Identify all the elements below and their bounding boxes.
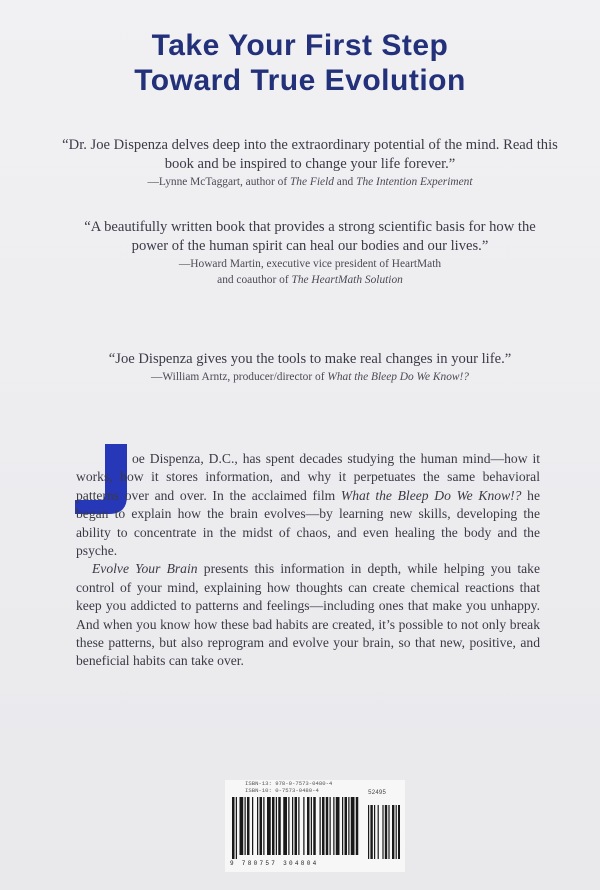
barcode-bar — [303, 797, 304, 855]
barcode-bar — [276, 797, 277, 855]
barcode-bar — [252, 797, 253, 855]
barcode-addon-bar — [398, 805, 400, 859]
headline — [0, 28, 600, 98]
description-body — [76, 450, 540, 671]
barcode-bar — [356, 797, 359, 855]
barcode-addon-bar — [378, 805, 379, 859]
barcode-bar — [333, 797, 334, 855]
endorsement-quote-1 — [60, 136, 560, 190]
barcode-bar — [283, 797, 287, 855]
barcode-bar — [247, 797, 250, 855]
quote-attribution — [60, 174, 560, 190]
attr-title: What the Bleep Do We Know!? — [327, 371, 469, 383]
attr-title: The HeartMath Solution — [291, 274, 403, 286]
barcode-bar — [257, 797, 258, 855]
quote-text: “Joe Dispenza gives you the tools to make real changes in your life.” — [108, 351, 512, 367]
barcode-bar — [330, 797, 331, 855]
barcode-addon-bar — [388, 805, 389, 859]
quote-attribution-2 — [60, 272, 560, 288]
p1-text-2: he began to explain how the brain evolves—by learning new skills, developing the ability to concentrate in the midst of chaos, and even healing the body and the psyche. — [76, 487, 541, 559]
endorsement-quote-2 — [60, 218, 560, 288]
barcode-bar — [336, 797, 340, 855]
barcode-bar — [295, 797, 298, 855]
barcode-bar — [351, 797, 355, 855]
attr-title: The Intention Experiment — [356, 176, 473, 188]
p2-text: presents this information in depth, while helping you take control of your mind, explaining how thoughts can create chemical reactions that keep you addicted to patterns and feelings—including ones that make you unhappy. And when you know how these bad habits are created, it’s possible to not only break these patterns, but also reprogram and evolve your brain, so that new, positive, and beneficial habits can take over. — [76, 561, 540, 669]
barcode-bar — [240, 797, 244, 855]
barcode-bar — [345, 797, 348, 855]
barcode-bar — [232, 797, 235, 859]
attr-prefix: —William Arntz, producer/director of — [151, 371, 328, 383]
description-paragraph-2 — [76, 560, 540, 670]
barcode-bar — [292, 797, 293, 855]
barcode-addon-bar — [370, 805, 372, 859]
headline-line-1: Take Your First Step — [151, 29, 449, 62]
attr-prefix: and coauthor of — [217, 274, 292, 286]
barcode-bar — [322, 797, 325, 855]
barcode-addon-bar — [396, 805, 397, 859]
isbn-13: ISBN-13: 978-0-7573-0480-4 — [245, 780, 333, 787]
barcode-bar — [307, 797, 310, 855]
barcode-bar — [311, 797, 312, 855]
barcode-bar — [263, 797, 264, 855]
headline-line-2: Toward True Evolution — [134, 64, 466, 97]
barcode-bar — [342, 797, 343, 855]
barcode-bar — [298, 797, 299, 855]
isbn-lines — [245, 781, 332, 794]
barcode-bar — [288, 797, 289, 855]
isbn-10: ISBN-10: 0-7573-0480-4 — [245, 786, 319, 794]
attr-prefix: —Lynne McTaggart, author of — [147, 176, 290, 188]
barcode-digits: 9 780757 304804 — [230, 860, 319, 867]
barcode-bar — [267, 797, 271, 855]
barcode-bar — [278, 797, 281, 855]
attr-mid: and — [333, 176, 357, 188]
attr-title: The Field — [289, 176, 334, 188]
barcode-addon-bar — [382, 805, 383, 859]
p2-book-title: Evolve Your Brain — [92, 561, 198, 577]
barcode-bar — [320, 797, 321, 855]
barcode-addon-bar — [385, 805, 387, 859]
barcode — [230, 797, 400, 859]
p1-film-title: What the Bleep Do We Know!? — [340, 487, 522, 503]
barcode-bar — [348, 797, 349, 855]
barcode-bar — [245, 797, 246, 855]
barcode-bar — [313, 797, 316, 855]
quote-text: “Dr. Joe Dispenza delves deep into the extraordinary potential of the mind. Read this book and be inspired to change your life forever.” — [62, 137, 558, 172]
description-paragraph-1 — [76, 450, 540, 560]
p1-text: oe Dispenza, D.C., has spent decades studying the human mind—how it works, how it stores information, and why it perpetuates the same behavioral patterns over and over. In the acclaimed film — [76, 451, 540, 503]
price-code: 52495 — [368, 789, 387, 796]
barcode-bar — [272, 797, 275, 855]
quote-text: “A beautifully written book that provides a strong scientific basis for how the power of the human spirit can heal our bodies and our lives.” — [84, 219, 536, 254]
barcode-addon-bar — [374, 805, 375, 859]
barcode-bar — [236, 797, 237, 859]
endorsement-quote-3 — [60, 350, 560, 385]
barcode-addon-bar — [392, 805, 394, 859]
quote-attribution: —Howard Martin, executive vice president of HeartMath — [178, 258, 442, 270]
barcode-addon-bar — [368, 805, 369, 859]
barcode-bar — [260, 797, 263, 855]
barcode-bar — [326, 797, 329, 855]
quote-attribution — [60, 369, 560, 385]
